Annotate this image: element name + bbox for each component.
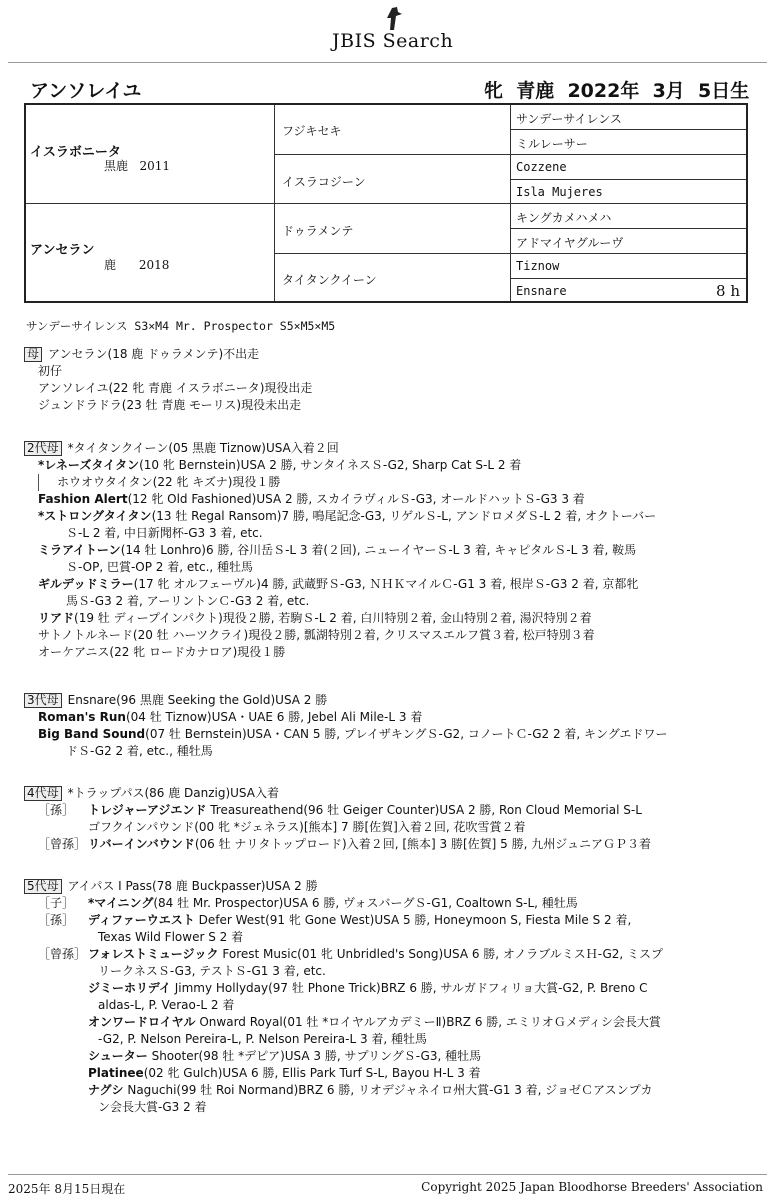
dam-dam[interactable]: タイタンクイーン	[282, 273, 377, 287]
pedigree-table	[24, 103, 748, 303]
horse-rider-icon	[384, 6, 404, 32]
inbreeding-line: サンデーサイレンス S3×M4 Mr. Prospector S5×M5×M5	[26, 319, 336, 333]
family-number: 8 h	[716, 282, 740, 300]
dd-dam[interactable]: Ensnare	[516, 284, 567, 298]
horse-name: アンソレイユ	[30, 80, 142, 102]
sire-name[interactable]: イスラボニータ	[30, 145, 121, 160]
sire-dam[interactable]: イスラコジーン	[282, 175, 366, 189]
sd-dam[interactable]: Isla Mujeres	[516, 185, 603, 199]
ss-dam[interactable]: ミルレーサー	[516, 137, 588, 151]
logo-text: JBIS Search	[332, 30, 454, 52]
footer-date: 2025年 8月15日現在	[8, 1182, 126, 1196]
dam-name[interactable]: アンセラン	[30, 243, 95, 258]
sire-sire[interactable]: フジキセキ	[282, 124, 342, 138]
dam-meta: 鹿 2018	[104, 258, 170, 272]
ds-dam[interactable]: アドマイヤグルーヴ	[516, 236, 624, 250]
sire-meta: 黒鹿 2011	[104, 159, 170, 173]
footer-divider	[8, 1174, 767, 1175]
header-divider	[8, 62, 767, 63]
section-gen5: 5代母 アイパス I Pass(78 鹿 Buckpasser)USA 2 勝 ［子］ *マイニング(84 牡 Mr. Prospector)USA 6 勝, ヴォスバーグＳ-G1, Coaltown S-L, 種牡馬 ［孫］ ディファーウエスト Defer West(91 牝 Gone West)USA 5 勝, Honeymoon S, Fiesta Mile S 2 着, Texas Wild Flower S 2 着 ［曾孫］ フォレストミュージック Forest Music(01 牝 Unbridled's Song)USA 6 勝, オノラブルミスＨ-G2, ミスプ リークネスＳ-G3, テストＳ-G1 3 着, etc. ジミーホリデイ Jimmy Hollyday(97 牡 Phone Trick)BRZ 6 勝, サルガドフィリョ大賞-G2, P. Breno C aldas-L, P. Verao-L 2 着 オンワードロイヤル Onward Royal(01 牡 *ロイヤルアカデミーⅡ)BRZ 6 勝, エミリオＧメディシ会長大賞 -G2, P. Nelson Pereira-L, P. Nelson Pereira-L 3 着, 種牡馬 シューター Shooter(98 牡 *デピア)USA 3 勝, サプリングＳ-G3, 種牡馬 Platinee(02 牝 Gulch)USA 6 勝, Ellis Park Turf S-L, Bayou H-L 3 着 ナグシ Naguchi(99 牡 Roi Normand)BRZ 6 勝, リオデジャネイロ州大賞-G1 3 着, ジョゼＣアスンプカ ン会長大賞-G3 2 着	[24, 878, 744, 1116]
sd-sire[interactable]: Cozzene	[516, 160, 567, 174]
section-label: 母	[24, 347, 42, 362]
ds-sire[interactable]: キングカメハメハ	[516, 211, 612, 225]
dd-sire[interactable]: Tiznow	[516, 259, 560, 273]
section-gen3: 3代母 Ensnare(96 黒鹿 Seeking the Gold)USA 2 勝 Roman's Run(04 牡 Tiznow)USA・UAE 6 勝, Jebel Ali Mile-L 3 着 Big Band Sound(07 牡 Bernstein)USA・CAN 5 勝, プレイザキングＳ-G2, コノートＣ-G2 2 着, キングエドワー ドＳ-G2 2 着, etc., 種牡馬	[24, 692, 744, 760]
footer-copyright: Copyright 2025 Japan Bloodhorse Breeders' Association	[421, 1180, 763, 1194]
dam-sire[interactable]: ドゥラメンテ	[282, 224, 354, 238]
ss-sire[interactable]: サンデーサイレンス	[516, 112, 622, 126]
horse-info: 牝 青鹿 2022年 3月 5日生	[484, 80, 750, 102]
section-dam: 母 アンセラン(18 鹿 ドゥラメンテ)不出走 初仔 アンソレイユ(22 牝 青鹿 イスラボニータ)現役出走 ジュンドラドラ(23 牡 青鹿 モーリス)現役未出走	[24, 346, 744, 414]
section-gen2: 2代母 *タイタンクイーン(05 黒鹿 Tiznow)USA入着２回 *レネーズタイタン(10 牝 Bernstein)USA 2 勝, サンタイネスＳ-G2, Sharp Cat S-L 2 着 ホウオウタイタン(22 牝 キズナ)現役１勝 Fashion Alert(12 牝 Old Fashioned)USA 2 勝, スカイラヴィルＳ-G3, オールドハットＳ-G3 3 着 *ストロングタイタン(13 牡 Regal Ransom)7 勝, 鳴尾記念-G3, リゲルＳ-L, アンドロメダＳ-L 2 着, オクトーバー Ｓ-L 2 着, 中日新聞杯-G3 3 着, etc. ミラアイトーン(14 牡 Lonhro)6 勝, 谷川岳Ｓ-L 3 着(２回), ニューイヤーＳ-L 3 着, キャピタルＳ-L 3 着, 鞍馬 Ｓ-OP, 巴賞-OP 2 着, etc., 種牡馬 ギルデッドミラー(17 牝 オルフェーヴル)4 勝, 武蔵野Ｓ-G3, ＮＨＫマイルＣ-G1 3 着, 根岸Ｓ-G3 2 着, 京都牝 馬Ｓ-G3 2 着, アーリントンＣ-G3 2 着, etc. リアド(19 牡 ディープインパクト)現役２勝, 若駒Ｓ-L 2 着, 白川特別２着, 金山特別２着, 湯沢特別２着 サトノトルネード(20 牡 ハーツクライ)現役２勝, 瓢湖特別２着, クリスマスエルフ賞３着, 松戸特別３着 オーケアニス(22 牝 ロードカナロア)現役１勝	[24, 440, 744, 661]
jbis-logo[interactable]	[324, 6, 464, 54]
section-gen4: 4代母 *トラップパス(86 鹿 Danzig)USA入着 ［孫］ トレジャーアジエンド Treasureathend(96 牡 Geiger Counter)USA 2 勝, Ron Cloud Memorial S-L ゴフクインパウンド(00 牝 *ジェネラス)[熊本] 7 勝[佐賀]入着２回, 花吹雪賞２着 ［曾孫］ リバーインバウンド(06 牡 ナリタトップロード)入着２回, [熊本] 3 勝[佐賀] 5 勝, 九州ジュニアＧＰ３着	[24, 785, 744, 853]
